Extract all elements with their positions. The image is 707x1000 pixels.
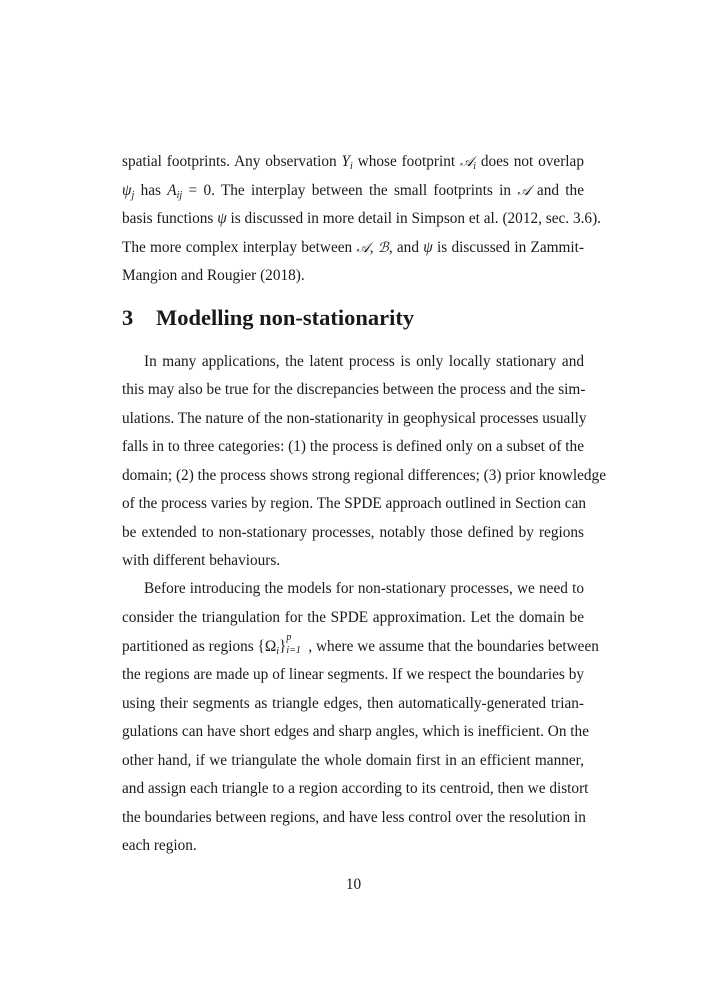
body-line: the regions are made up of linear segments. If we respect the boundaries by [122, 666, 584, 683]
section-number: 3 [122, 305, 134, 330]
body-line: each region. [122, 837, 197, 854]
body-line: with different behaviours. [122, 552, 281, 569]
body-line: the boundaries between regions, and have less control over the resolution in [122, 809, 586, 826]
body-line: The more complex interplay between 𝒜, ℬ, and ψ is discussed in Zammit- [122, 239, 585, 256]
body-line: domain; (2) the process shows strong regional differences; (3) prior knowledge [122, 467, 606, 484]
body-line: basis functions ψ is discussed in more detail in Simpson et al. (2012, sec. 3.6). [122, 210, 601, 227]
body-line: falls in to three categories: (1) the process is defined only on a subset of the [122, 438, 584, 455]
body-line: Before introducing the models for non-stationary processes, we need to [144, 580, 584, 597]
body-line: $\psi_j$ has $A_{ij} = 0$. The interplay between the small footprints in 𝒜 and the [122, 182, 584, 201]
section-title: Modelling non-stationarity [156, 305, 415, 330]
body-line: spatial footprints. Any observation $Y_i$ whose footprint 𝒜$_i$ does not overlap [122, 153, 584, 172]
body-line: this may also be true for the discrepancies between the process and the sim- [122, 381, 586, 398]
page-number: 10 [345, 876, 362, 893]
body-line: partitioned as regions $\{\Omega_i\}$ p i=1 , where we assume that the boundaries between [122, 632, 599, 657]
body-line: Mangion and Rougier (2018). [122, 267, 305, 284]
body-line: of the process varies by region. The SPDE approach outlined in Section can [122, 495, 587, 512]
body-line: other hand, if we triangulate the whole domain first in an efficient manner, [122, 752, 584, 769]
body-line: In many applications, the latent process is only locally stationary and [144, 353, 584, 370]
body-line: consider the triangulation for the SPDE approximation. Let the domain be [122, 609, 584, 626]
body-line: ulations. The nature of the non-stationarity in geophysical processes usually [122, 410, 587, 427]
body-line: be extended to non-stationary processes, notably those defined by regions [122, 524, 584, 541]
body-line: gulations can have short edges and sharp angles, which is inefficient. On the [122, 723, 589, 740]
body-line: using their segments as triangle edges, then automatically-generated trian- [122, 695, 584, 712]
section-heading [122, 304, 414, 332]
body-line: and assign each triangle to a region according to its centroid, then we distort [122, 780, 589, 797]
